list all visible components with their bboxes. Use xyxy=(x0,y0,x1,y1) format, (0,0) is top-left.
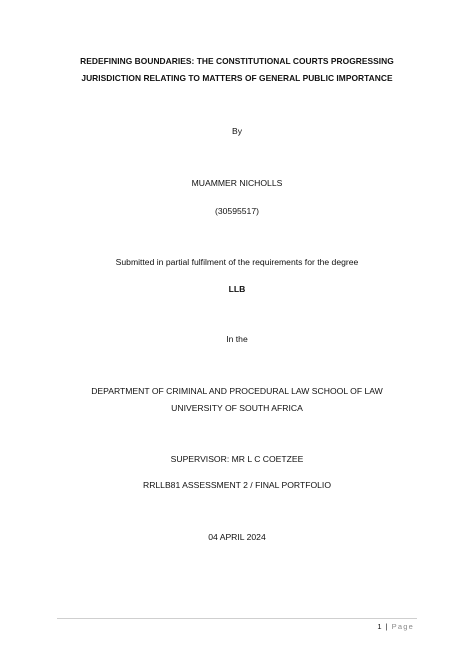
title-line-2: JURISDICTION RELATING TO MATTERS OF GENERAL PUBLIC IMPORTANCE xyxy=(81,73,393,83)
department-line-2: UNIVERSITY OF SOUTH AFRICA xyxy=(171,403,303,413)
student-number: (30595517) xyxy=(215,206,259,216)
submitted-statement: Submitted in partial fulfilment of the requirements for the degree xyxy=(115,257,359,267)
degree-name: LLB xyxy=(228,284,246,294)
submission-date: 04 APRIL 2024 xyxy=(208,532,266,542)
page-number: 1 xyxy=(377,622,382,631)
department-line-1: DEPARTMENT OF CRIMINAL AND PROCEDURAL LAW SCHOOL OF LAW xyxy=(91,386,383,396)
supervisor-line: SUPERVISOR: MR L C COETZEE xyxy=(170,454,304,464)
assessment-line: RRLLB81 ASSESSMENT 2 / FINAL PORTFOLIO xyxy=(142,480,331,490)
in-the-label: In the xyxy=(226,334,248,344)
footer-divider xyxy=(57,618,417,619)
title-line-1: REDEFINING BOUNDARIES: THE CONSTITUTIONAL COURTS PROGRESSING xyxy=(80,56,394,66)
page-word: Page xyxy=(391,622,414,631)
by-label: By xyxy=(231,126,243,136)
author-name: MUAMMER NICHOLLS xyxy=(191,178,283,188)
page-footer xyxy=(377,622,414,632)
footer-separator: | xyxy=(385,622,388,631)
